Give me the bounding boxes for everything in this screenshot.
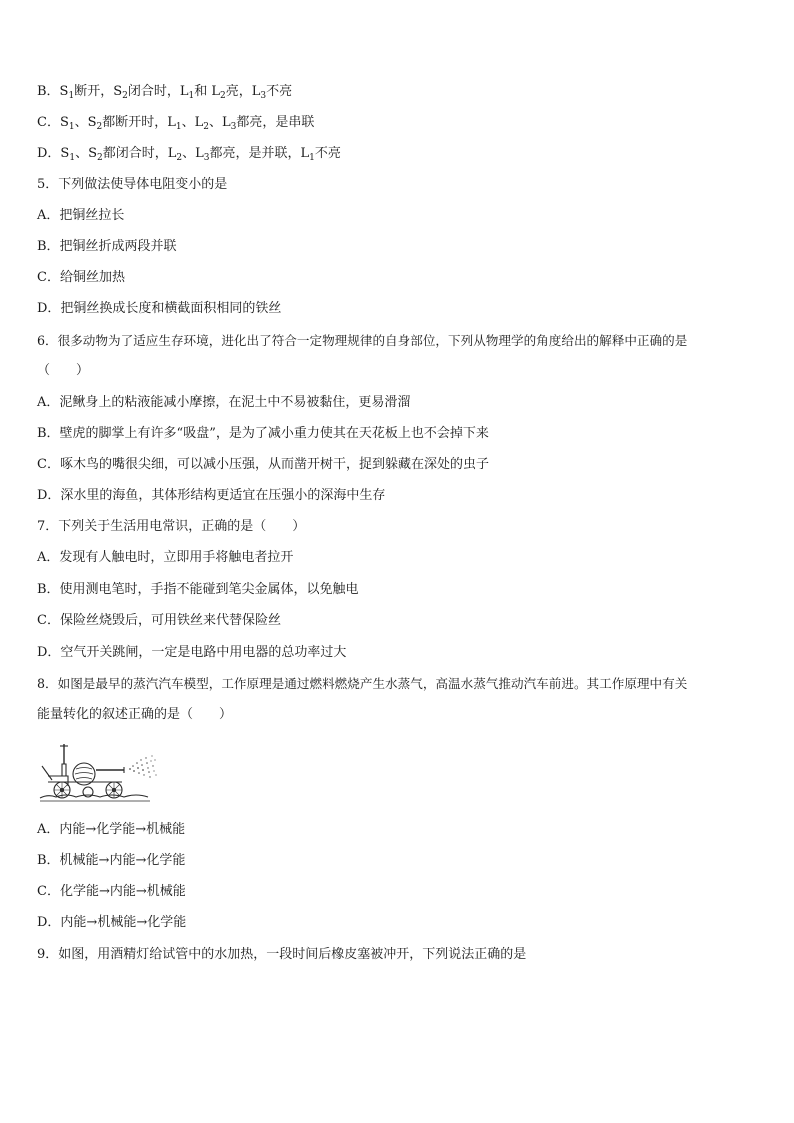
q6-option-d: D．深水里的海鱼，其体形结构更适宜在压强小的深海中生存 xyxy=(37,488,386,503)
q7-option-b: B．使用测电笔时，手指不能碰到笔尖金属体，以免触电 xyxy=(37,582,359,597)
q6-option-c: C．啄木鸟的嘴很尖细，可以减小压强，从而凿开树干，捉到躲藏在深处的虫子 xyxy=(37,457,489,472)
q4-option-c: C．$S_1$、$S_2$都断开时，$L_1$、$L_2$、$L_3$都亮，是串联 xyxy=(37,115,315,132)
q8-option-a: A．内能→化学能→机械能 xyxy=(37,822,186,837)
q6-option-b: B．壁虎的脚掌上有许多“吸盘”，是为了减小重力使其在天花板上也不会掉下来 xyxy=(37,426,489,441)
q8-option-d: D．内能→机械能→化学能 xyxy=(37,915,187,930)
q8-stem-line2: 能量转化的叙述正确的是（ ） xyxy=(37,707,233,722)
q5-option-a: A．把铜丝拉长 xyxy=(37,208,125,223)
q4-option-b: B．$S_1$断开，$S_2$闭合时，$L_1$和 $L_2$亮，$L_3$不亮 xyxy=(37,84,293,101)
q8-option-b: B．机械能→内能→化学能 xyxy=(37,853,186,868)
q7-option-c: C．保险丝烧毁后，可用铁丝来代替保险丝 xyxy=(37,613,281,628)
steam-car-figure xyxy=(38,736,158,804)
q5-stem: 5．下列做法使导体电阻变小的是 xyxy=(37,177,228,192)
q9-stem: 9．如图，用酒精灯给试管中的水加热，一段时间后橡皮塞被冲开，下列说法正确的是 xyxy=(37,947,527,962)
q4-option-d: D．$S_1$、$S_2$都闭合时，$L_2$、$L_3$都亮，是并联，$L_1$不亮 xyxy=(37,146,341,163)
q8-option-c: C．化学能→内能→机械能 xyxy=(37,884,186,899)
q6-stem: 6．很多动物为了适应生存环境，进化出了符合一定物理规律的自身部位，下列从物理学的角度给出的解释中正确的是 xyxy=(37,333,688,348)
q6-paren: （ ） xyxy=(37,363,90,378)
q6-option-a: A．泥鳅身上的粘液能减小摩擦，在泥土中不易被黏住，更易滑溜 xyxy=(37,395,411,410)
q5-option-c: C．给铜丝加热 xyxy=(37,270,125,285)
q7-option-a: A．发现有人触电时，立即用手将触电者拉开 xyxy=(37,550,294,565)
q7-option-d: D．空气开关跳闸，一定是电路中用电器的总功率过大 xyxy=(37,645,347,660)
q5-option-b: B．把铜丝折成两段并联 xyxy=(37,239,177,254)
q7-stem: 7．下列关于生活用电常识，正确的是（ ） xyxy=(37,519,306,534)
q8-stem-line1: 8．如图是最早的蒸汽汽车模型，工作原理是通过燃料燃烧产生水蒸气，高温水蒸气推动汽车前进。其工作原理中有关 xyxy=(37,676,688,691)
q5-option-d: D．把铜丝换成长度和横截面积相同的铁丝 xyxy=(37,301,282,316)
